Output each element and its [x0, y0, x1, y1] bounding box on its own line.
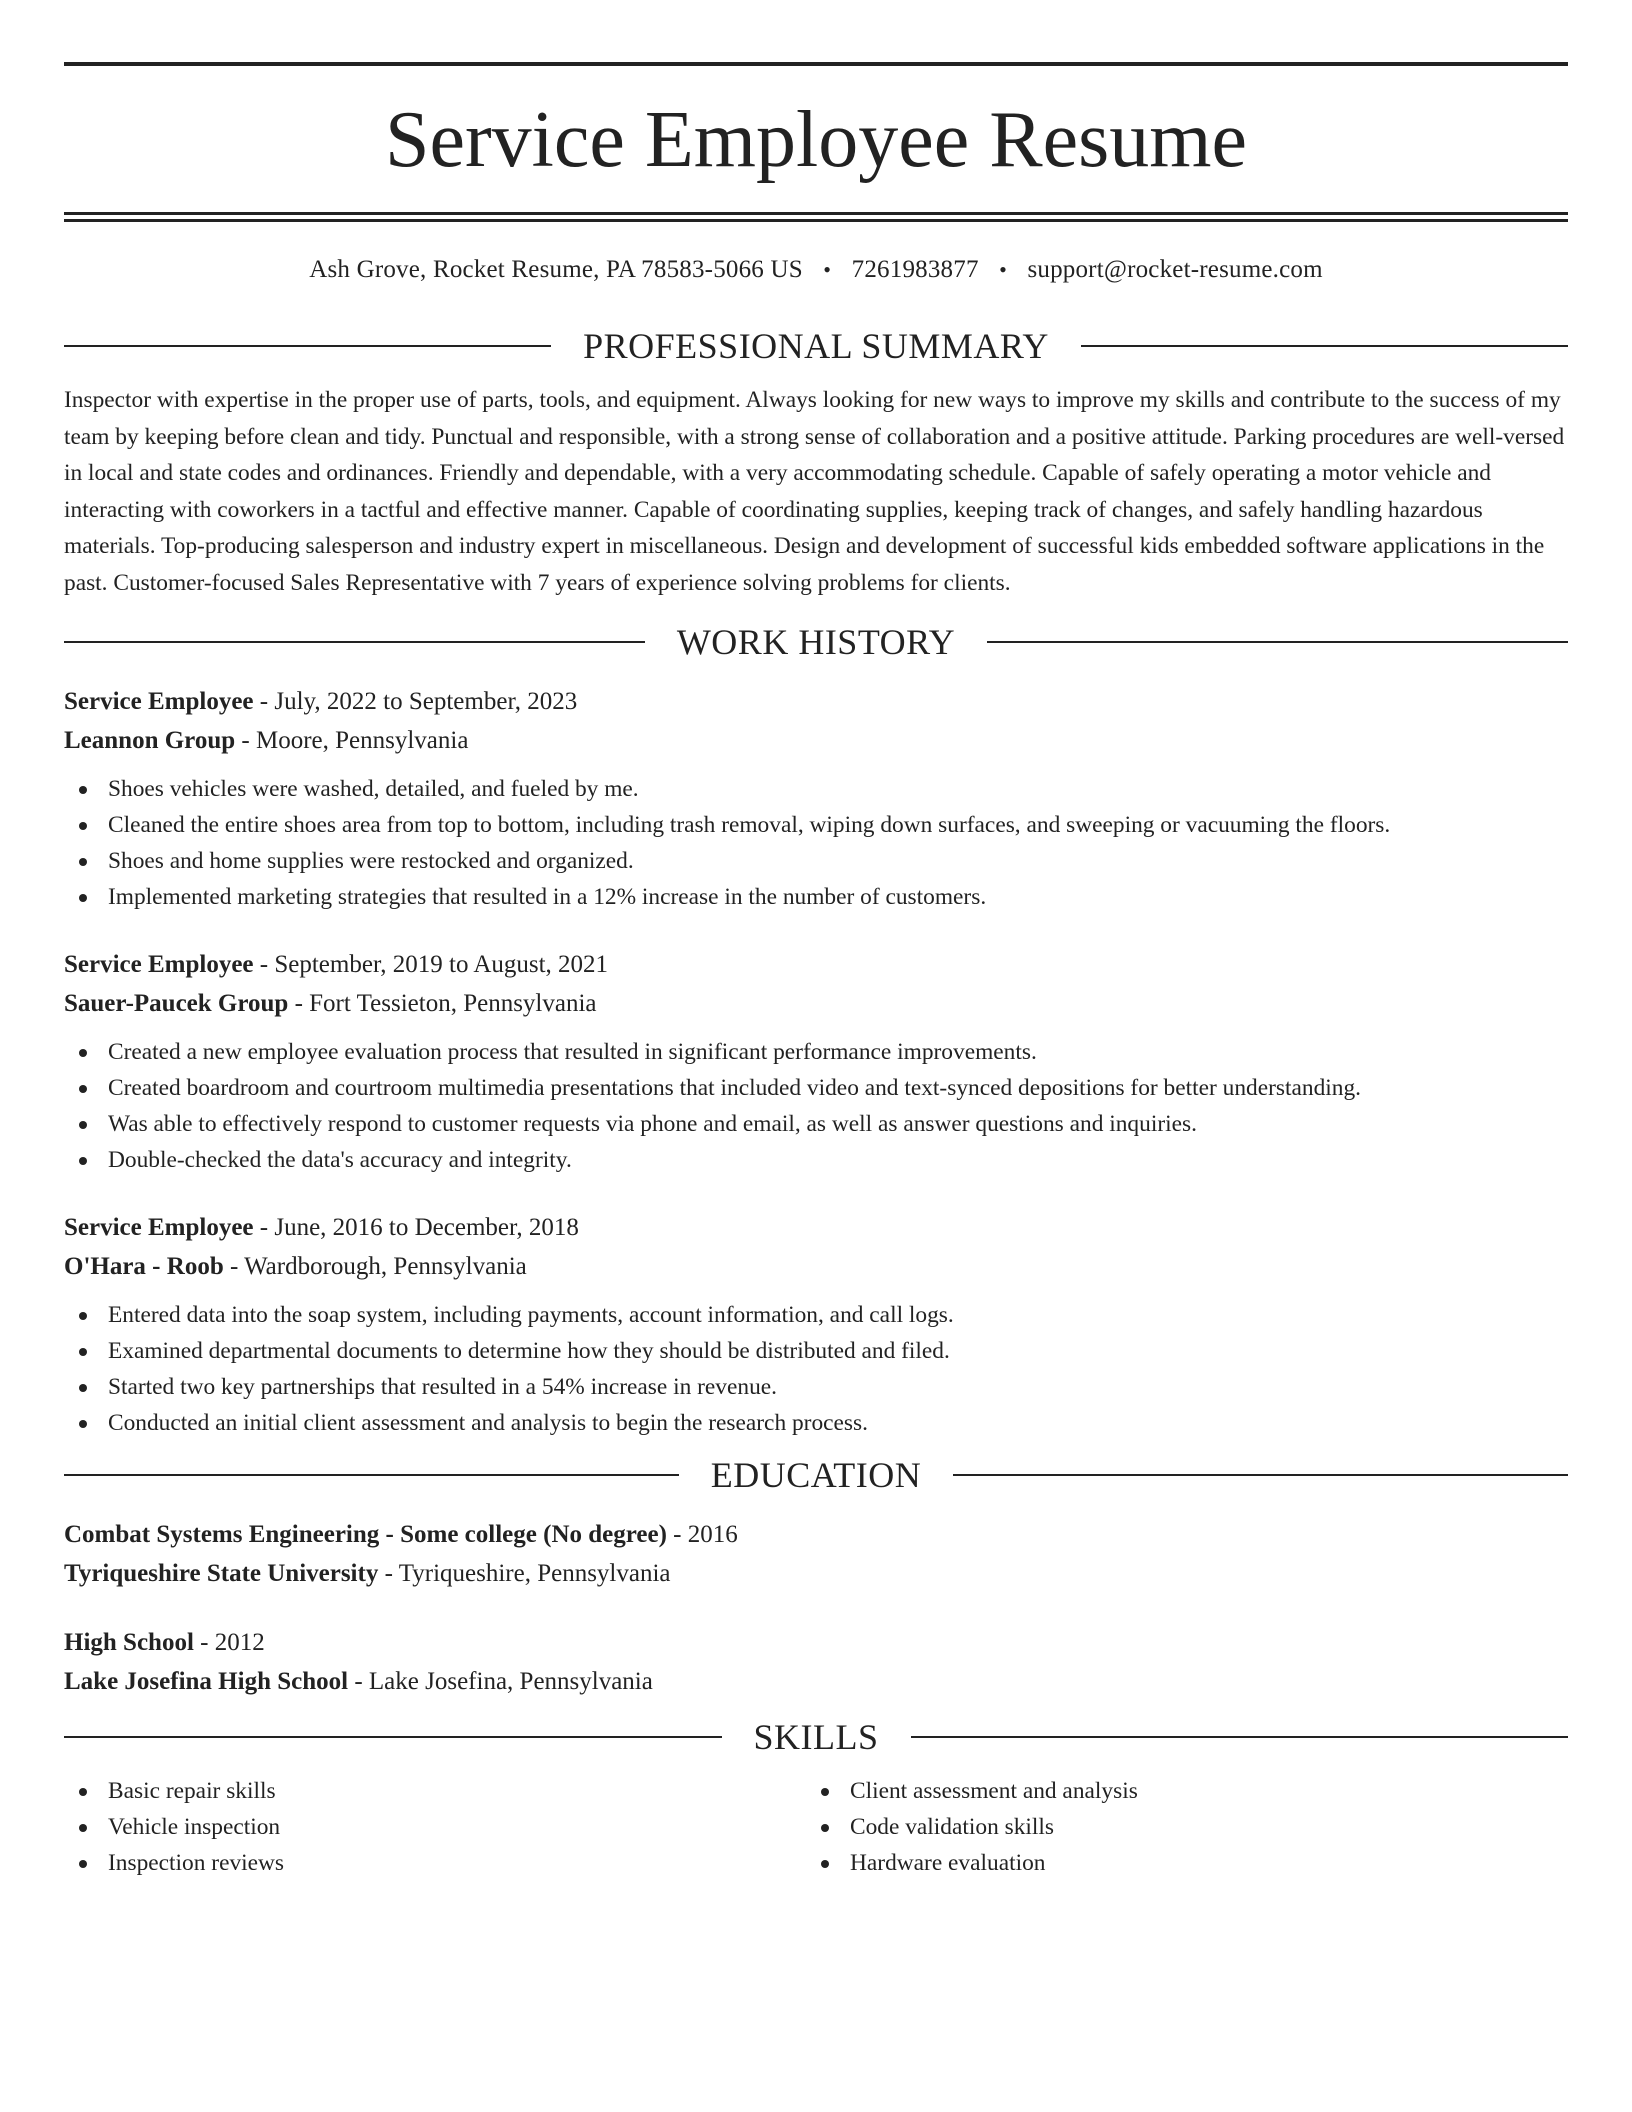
education-location: - Lake Josefina, Pennsylvania — [348, 1668, 653, 1695]
skill-item: Code validation skills — [806, 1809, 1548, 1845]
job-company: O'Hara - Roob — [64, 1253, 224, 1280]
section-rule-right — [987, 641, 1568, 643]
education-school-line — [64, 1554, 1568, 1593]
list-item: Conducted an initial client assessment and analysis to begin the research process. — [64, 1405, 1568, 1441]
skill-item: Hardware evaluation — [806, 1845, 1548, 1881]
section-rule-right — [953, 1474, 1568, 1476]
section-title-summary: PROFESSIONAL SUMMARY — [583, 326, 1049, 366]
list-item: Shoes vehicles were washed, detailed, and fueled by me. — [64, 771, 1568, 807]
job-location: - Fort Tessieton, Pennsylvania — [288, 990, 597, 1017]
education-degree: Combat Systems Engineering - Some college (No degree) — [64, 1521, 667, 1548]
job-entry — [64, 945, 1568, 1178]
education-degree: High School — [64, 1629, 194, 1656]
page-title: Service Employee Resume — [385, 96, 1247, 184]
list-item: Shoes and home supplies were restocked and organized. — [64, 843, 1568, 879]
top-rule — [64, 62, 1568, 66]
list-item: Started two key partnerships that resulted in a 54% increase in revenue. — [64, 1369, 1568, 1405]
job-title-line — [64, 682, 1568, 721]
job-dates: - September, 2019 to August, 2021 — [253, 951, 609, 978]
section-header-skills — [64, 1715, 1568, 1759]
contact-separator: • — [999, 257, 1007, 282]
job-company-line — [64, 984, 1568, 1023]
education-location: - Tyriqueshire, Pennsylvania — [378, 1560, 671, 1587]
job-dates: - July, 2022 to September, 2023 — [253, 688, 578, 715]
skill-item: Inspection reviews — [64, 1845, 806, 1881]
job-location: - Wardborough, Pennsylvania — [223, 1253, 527, 1280]
job-title: Service Employee — [64, 1214, 254, 1241]
skills-list-left — [64, 1773, 806, 1881]
summary-text: Inspector with expertise in the proper use of parts, tools, and equipment. Always looking for new ways to improve my skills and contribute to the success of my team by keeping before clean and tidy. Punctual and responsible, with a strong sense of collaboration and a positive attitude. Parking procedures are well-versed in local and state codes and ordinances. Friendly and dependable, with a very accommodating schedule. Capable of safely operating a motor vehicle and interacting with coworkers in a tactful and effective manner. Capable of coordinating supplies, keeping track of changes, and safely handling hazardous materials. Top-producing salesperson and industry expert in miscellaneous. Design and development of successful kids embedded software applications in the past. Customer-focused Sales Representative with 7 years of experience solving problems for clients. — [64, 387, 1565, 596]
education-degree-line — [64, 1515, 1568, 1554]
education-school: Lake Josefina High School — [64, 1668, 349, 1695]
section-rule-left — [64, 1474, 679, 1476]
education-school: Tyriqueshire State University — [64, 1560, 379, 1587]
resume-page — [64, 62, 1568, 1881]
job-dates: - June, 2016 to December, 2018 — [253, 1214, 579, 1241]
education-school-line — [64, 1662, 1568, 1701]
job-title-line — [64, 1208, 1568, 1247]
job-bullets — [64, 771, 1568, 915]
list-item: Implemented marketing strategies that resulted in a 12% increase in the number of customers. — [64, 879, 1568, 915]
section-rule-right — [1081, 345, 1568, 347]
job-location: - Moore, Pennsylvania — [235, 727, 469, 754]
education-year: - 2012 — [193, 1629, 265, 1656]
list-item: Examined departmental documents to determine how they should be distributed and filed. — [64, 1333, 1568, 1369]
education-degree-line — [64, 1623, 1568, 1662]
education-list — [64, 1515, 1568, 1701]
job-company-line — [64, 1247, 1568, 1286]
job-entry — [64, 1208, 1568, 1441]
skills-columns — [64, 1773, 1568, 1881]
section-rule-left — [64, 1736, 722, 1738]
skill-item: Vehicle inspection — [64, 1809, 806, 1845]
section-header-education — [64, 1453, 1568, 1497]
education-year: - 2016 — [666, 1521, 738, 1548]
section-title-skills: SKILLS — [753, 1717, 879, 1757]
contact-email: support@rocket-resume.com — [1027, 256, 1323, 283]
skill-item: Basic repair skills — [64, 1773, 806, 1809]
job-title-line — [64, 945, 1568, 984]
contact-address: Ash Grove, Rocket Resume, PA 78583-5066 US — [309, 256, 803, 283]
section-rule-right — [911, 1736, 1569, 1738]
contact-phone: 7261983877 — [851, 256, 979, 283]
job-company-line — [64, 721, 1568, 760]
list-item: Was able to effectively respond to customer requests via phone and email, as well as answer questions and inquiries. — [64, 1106, 1568, 1142]
skill-item: Client assessment and analysis — [806, 1773, 1548, 1809]
skills-list-right — [806, 1773, 1548, 1881]
contact-separator: • — [823, 257, 832, 282]
list-item: Cleaned the entire shoes area from top to bottom, including trash removal, wiping down surfaces, and sweeping or vacuuming the floors. — [64, 807, 1568, 843]
list-item: Entered data into the soap system, including payments, account information, and call logs. — [64, 1297, 1568, 1333]
list-item: Created boardroom and courtroom multimedia presentations that included video and text-synced depositions for better understanding. — [64, 1070, 1568, 1106]
section-title-work: WORK HISTORY — [676, 622, 956, 662]
section-header-summary — [64, 324, 1568, 368]
contact-line — [64, 255, 1568, 285]
work-history-list — [64, 682, 1568, 1441]
job-company: Sauer-Paucek Group — [64, 990, 289, 1017]
job-title: Service Employee — [64, 688, 254, 715]
education-entry — [64, 1623, 1568, 1701]
education-entry — [64, 1515, 1568, 1593]
section-rule-left — [64, 641, 645, 643]
list-item: Created a new employee evaluation process that resulted in significant performance improvements. — [64, 1034, 1568, 1070]
section-title-education: EDUCATION — [710, 1455, 922, 1495]
list-item: Double-checked the data's accuracy and integrity. — [64, 1142, 1568, 1178]
job-company: Leannon Group — [64, 727, 236, 754]
section-header-work — [64, 620, 1568, 664]
job-title: Service Employee — [64, 951, 254, 978]
title-double-rule — [64, 212, 1568, 222]
job-bullets — [64, 1297, 1568, 1441]
job-bullets — [64, 1034, 1568, 1178]
section-rule-left — [64, 345, 551, 347]
job-entry — [64, 682, 1568, 915]
